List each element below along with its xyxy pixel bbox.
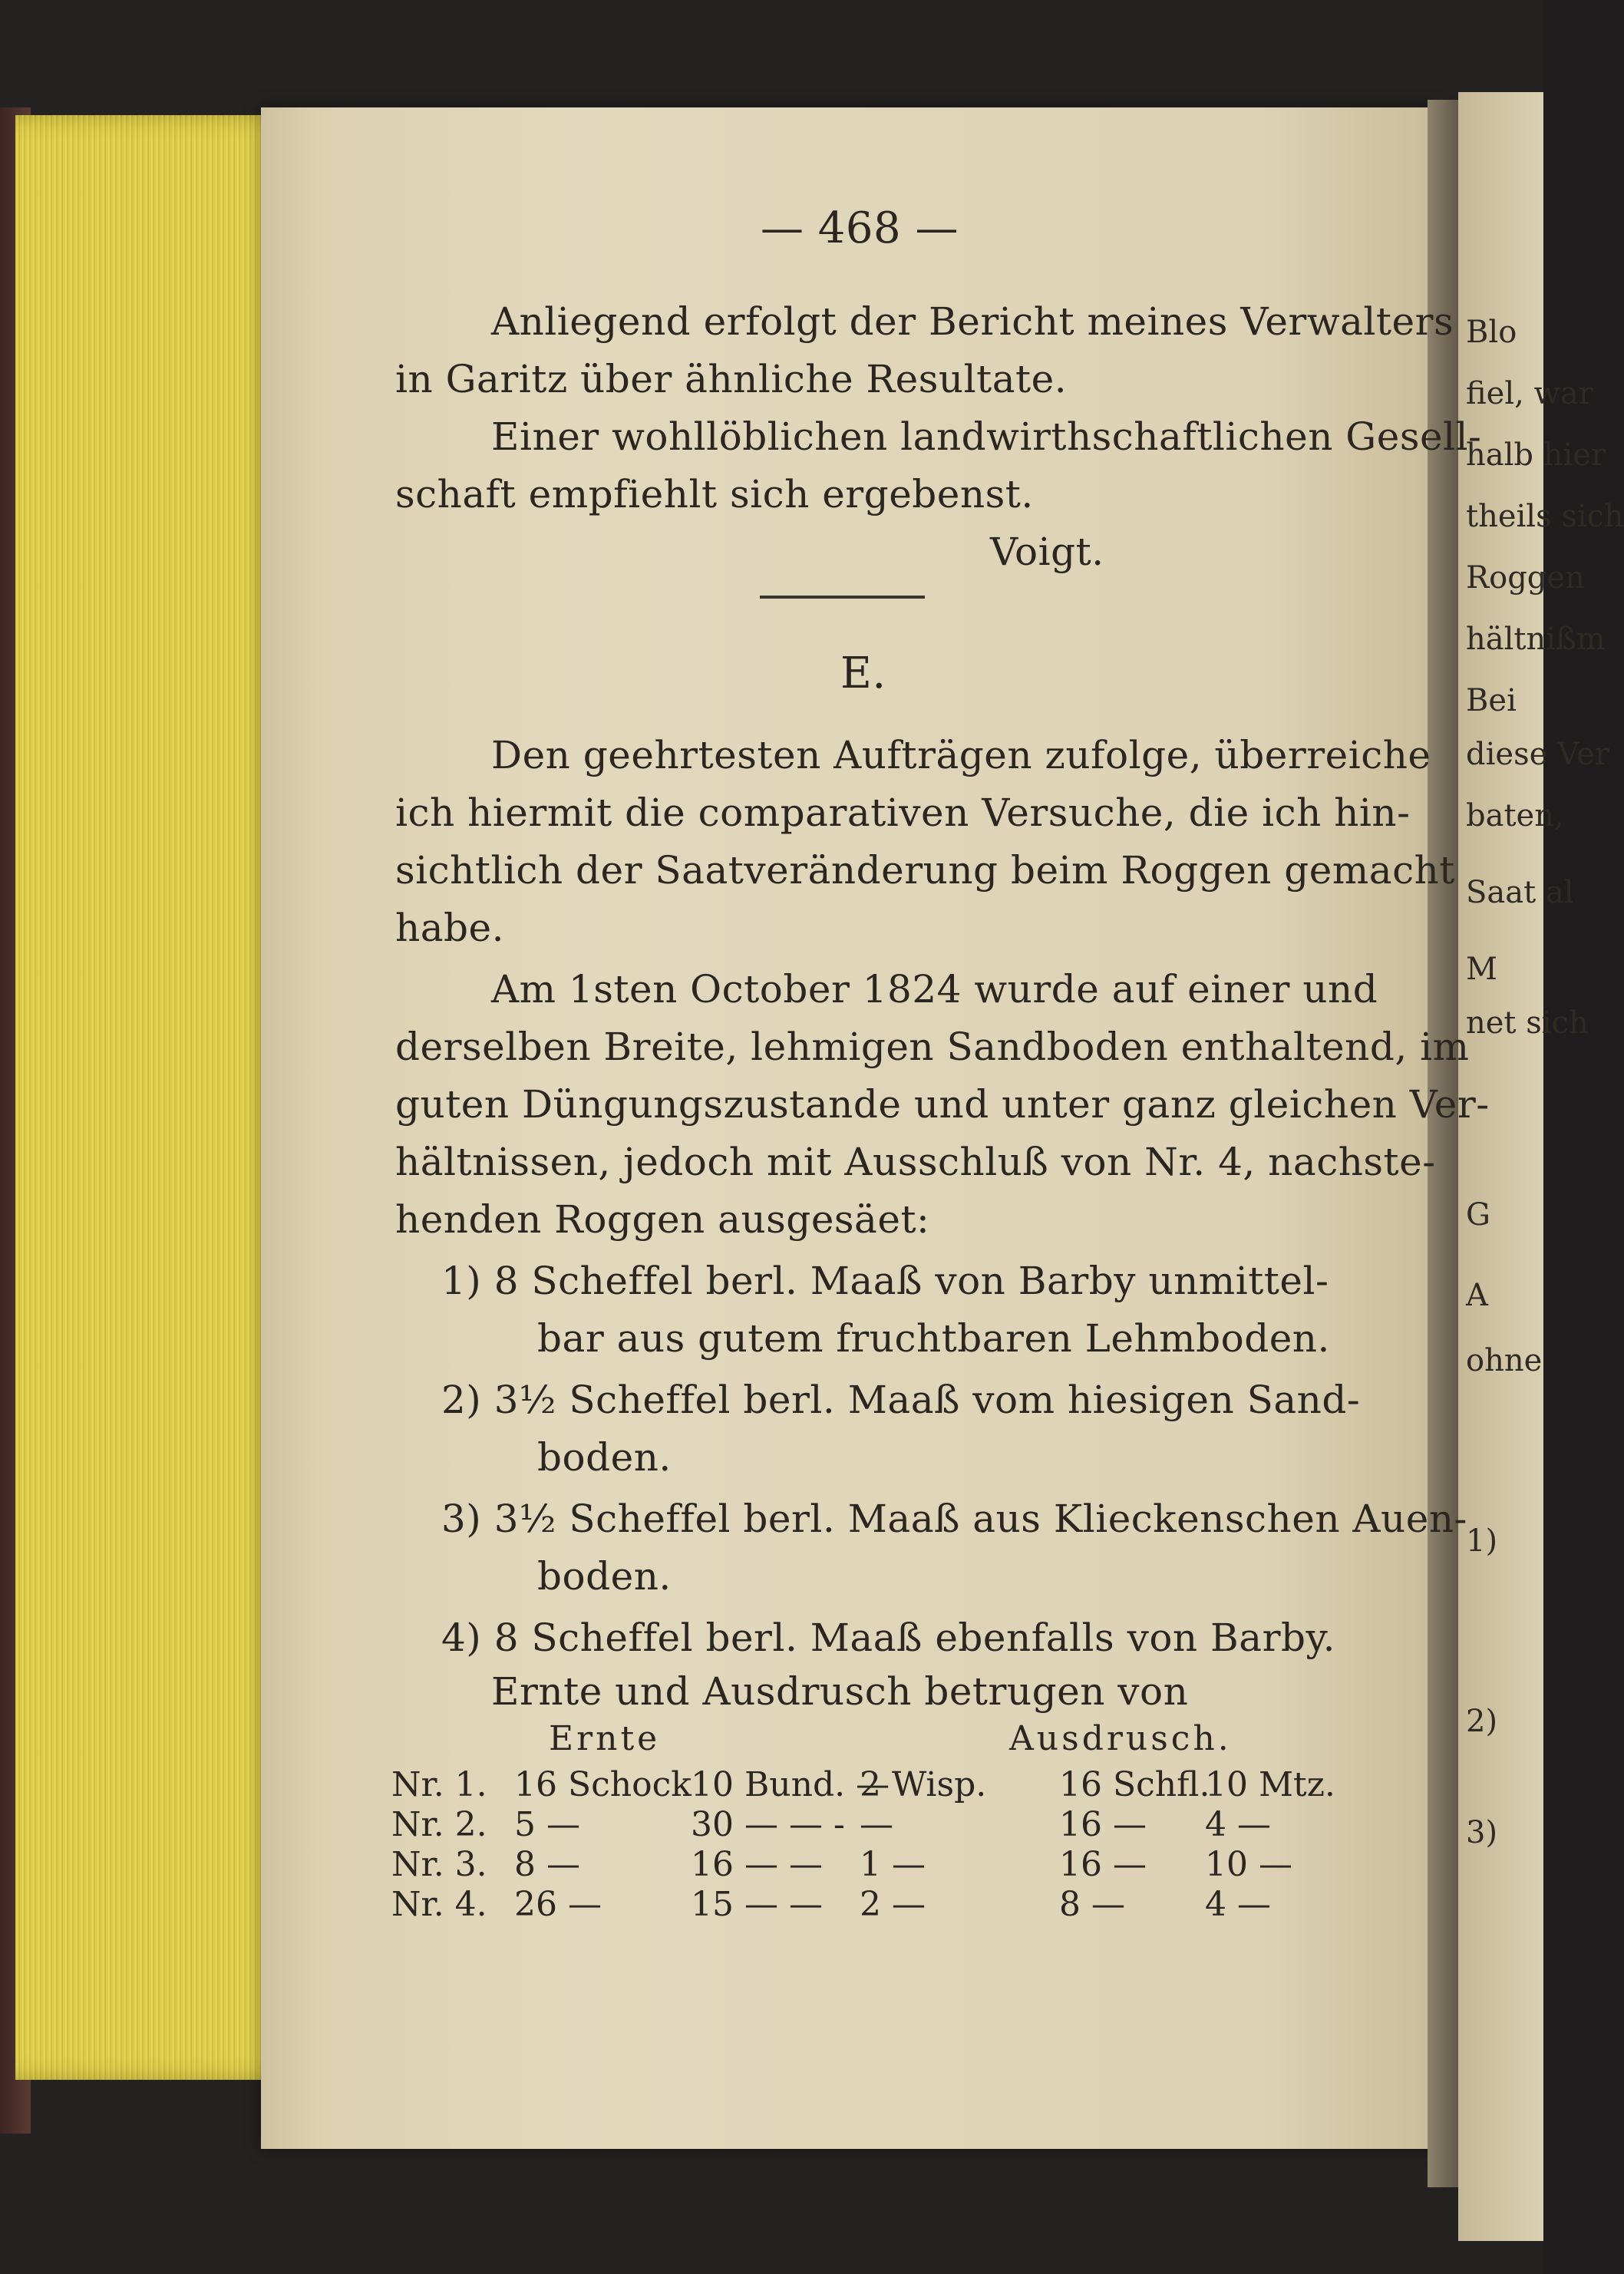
table-cell-mtz: 4 — [1205, 1805, 1271, 1844]
text-line: Am 1sten October 1824 wurde auf einer und [491, 967, 1378, 1012]
gilded-page-edges [15, 115, 303, 2080]
text-line: sichtlich der Saatveränderung beim Roggen gemacht [395, 848, 1455, 893]
table-cell-wisp: — [860, 1805, 893, 1844]
text-line: guten Düngungszustande und unter ganz gleichen Ver- [395, 1082, 1490, 1127]
table-row [391, 1765, 1343, 1805]
table-cell-ernte-bund: 30 — — - [691, 1805, 845, 1844]
text-line: in Garitz über ähnliche Resultate. [395, 357, 1068, 401]
list-item-continuation: bar aus gutem fruchtbaren Lehmboden. [537, 1316, 1330, 1361]
text-line: Einer wohllöblichen landwirthschaftlichen Gesell- [491, 414, 1482, 459]
text-line: Den geehrtesten Aufträgen zufolge, überreiche [491, 733, 1431, 777]
adjacent-page-text: diese Ver [1466, 737, 1609, 772]
table-cell-number: Nr. 2. [391, 1805, 487, 1844]
table-cell-schfl: 16 Schfl. [1059, 1765, 1210, 1804]
table-cell-ernte-schock: 26 — [514, 1885, 602, 1924]
adjacent-page-text: Bei [1466, 683, 1517, 718]
harvest-table [391, 1765, 1343, 1925]
table-cell-mtz: 4 — [1205, 1885, 1271, 1924]
list-item: 4) 8 Scheffel berl. Maaß ebenfalls von Barby. [441, 1616, 1335, 1660]
text-line: ich hiermit die comparativen Versuche, die ich hin- [395, 790, 1411, 835]
table-row [391, 1885, 1343, 1925]
table-cell-number: Nr. 4. [391, 1885, 487, 1924]
text-line: derselben Breite, lehmigen Sandboden enthaltend, im [395, 1025, 1470, 1069]
section-divider [760, 596, 925, 599]
adjacent-page-text: 1) [1466, 1523, 1498, 1559]
table-cell-number: Nr. 3. [391, 1845, 487, 1884]
list-item: 1) 8 Scheffel berl. Maaß von Barby unmittel- [441, 1259, 1329, 1303]
list-item: 2) 3½ Scheffel berl. Maaß vom hiesigen Sand- [441, 1378, 1361, 1422]
adjacent-page-text: ohne [1466, 1343, 1543, 1378]
table-cell-ernte-schock: 16 Schock [514, 1765, 692, 1804]
adjacent-page-text: theils sich [1466, 499, 1624, 534]
adjacent-page-text: net sich [1466, 1005, 1589, 1041]
table-cell-ernte-bund: 16 — — [691, 1845, 823, 1884]
text-line: henden Roggen ausgesäet: [395, 1197, 930, 1242]
table-cell-wisp: 2 — [860, 1885, 926, 1924]
table-cell-wisp: 1 — [860, 1845, 926, 1884]
list-item-continuation: boden. [537, 1435, 672, 1480]
page-number: — 468 — [761, 203, 959, 253]
table-cell-schfl: 8 — [1059, 1885, 1125, 1924]
table-cell-schfl: 16 — [1059, 1805, 1147, 1844]
table-cell-schfl: 16 — [1059, 1845, 1147, 1884]
adjacent-page-text: hältnißm [1466, 622, 1606, 657]
table-heading-ausdrusch: Ausdrusch. [1009, 1719, 1232, 1758]
list-item-continuation: boden. [537, 1554, 672, 1599]
adjacent-page-text: 3) [1466, 1815, 1498, 1850]
adjacent-page-text: A [1466, 1278, 1488, 1313]
table-cell-ernte-bund: 10 Bund. — [691, 1765, 890, 1804]
adjacent-page-text: baten, [1466, 798, 1564, 833]
adjacent-page-text: Roggen [1466, 560, 1585, 596]
text-line: schaft empfiehlt sich ergebenst. [395, 472, 1034, 517]
signature-name: Voigt. [990, 530, 1104, 574]
text-line: habe. [395, 906, 505, 950]
table-cell-wisp: 2 Wisp. [860, 1765, 987, 1804]
text-line: Ernte und Ausdrusch betrugen von [491, 1669, 1189, 1714]
table-cell-mtz: 10 — [1205, 1845, 1292, 1884]
adjacent-page-text: Blo [1466, 315, 1517, 350]
table-cell-number: Nr. 1. [391, 1765, 487, 1804]
list-item: 3) 3½ Scheffel berl. Maaß aus Klieckenschen Auen- [441, 1497, 1467, 1541]
table-row [391, 1845, 1343, 1885]
table-cell-ernte-bund: 15 — — [691, 1885, 823, 1924]
text-line: hältnissen, jedoch mit Ausschluß von Nr. 4, nachste- [395, 1140, 1436, 1184]
table-cell-ernte-schock: 5 — [514, 1805, 580, 1844]
adjacent-page-text: halb hier [1466, 437, 1606, 473]
table-cell-ernte-schock: 8 — [514, 1845, 580, 1884]
section-heading: E. [840, 649, 886, 698]
adjacent-page-text: G [1466, 1197, 1490, 1233]
adjacent-page-text: fiel, war [1466, 376, 1593, 411]
table-heading-erntes: Ernte [549, 1719, 661, 1758]
table-cell-mtz: 10 Mtz. [1205, 1765, 1335, 1804]
adjacent-page-text: Saat al [1466, 875, 1574, 910]
text-line: Anliegend erfolgt der Bericht meines Verwalters [491, 299, 1454, 344]
adjacent-page-text: M [1466, 952, 1497, 987]
adjacent-page-text: 2) [1466, 1704, 1498, 1739]
table-row [391, 1805, 1343, 1845]
